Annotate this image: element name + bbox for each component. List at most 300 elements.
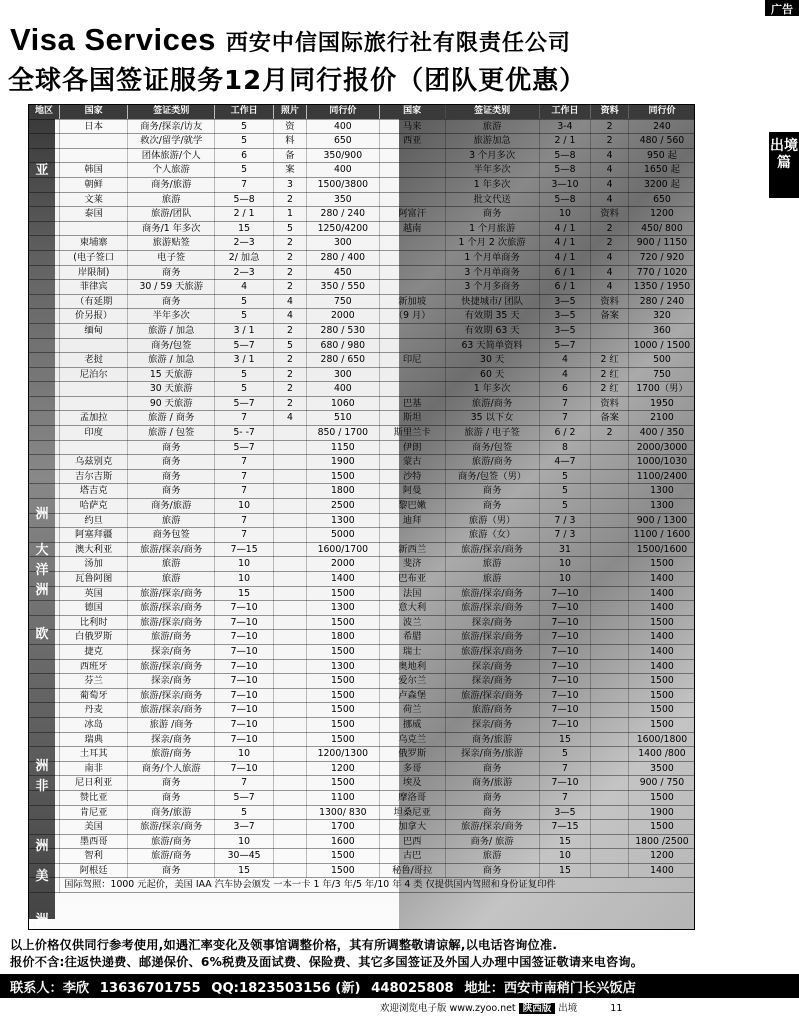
table-cell bbox=[591, 572, 629, 587]
table-cell: 2 bbox=[273, 323, 306, 338]
title-company: 西安中信国际旅行社有限责任公司 bbox=[225, 31, 571, 56]
table-cell: 300 bbox=[306, 367, 379, 382]
table-cell: 快捷城市/ 团队 bbox=[445, 294, 539, 309]
table-row bbox=[29, 338, 695, 353]
table-cell: 10 bbox=[215, 572, 274, 587]
table-row bbox=[29, 353, 695, 368]
table-cell: 770 / 1020 bbox=[628, 265, 695, 280]
table-cell bbox=[60, 440, 128, 455]
table-cell: 5—8 bbox=[539, 192, 591, 207]
table-cell: 5 bbox=[215, 309, 274, 324]
table-cell: 6 / 2 bbox=[539, 426, 591, 441]
table-cell: 旅游 / 包签 bbox=[128, 426, 215, 441]
table-cell: 旅游/团队 bbox=[128, 207, 215, 222]
table-cell: 1200 bbox=[306, 761, 379, 776]
table-cell: 1500 bbox=[306, 849, 379, 864]
table-row bbox=[29, 703, 695, 718]
table-cell: 1400 bbox=[628, 586, 695, 601]
table-cell: 7—10 bbox=[215, 688, 274, 703]
table-cell: 5 bbox=[273, 221, 306, 236]
table-cell: 商务/个人旅游 bbox=[128, 761, 215, 776]
contact-person: 联系人：李欣 bbox=[10, 981, 90, 996]
table-cell bbox=[273, 615, 306, 630]
table-cell: 15 天旅游 bbox=[128, 367, 215, 382]
table-cell: 资料 bbox=[591, 294, 629, 309]
table-cell: 7 bbox=[215, 455, 274, 470]
table-cell: 多哥 bbox=[379, 761, 445, 776]
table-cell bbox=[273, 805, 306, 820]
table-cell: 350 bbox=[306, 192, 379, 207]
table-cell: 旅游 bbox=[128, 572, 215, 587]
table-cell: 5 bbox=[273, 338, 306, 353]
contact-phone: 13636701755 bbox=[99, 981, 201, 996]
table-cell bbox=[591, 644, 629, 659]
table-header-cell: 同行价 bbox=[628, 105, 695, 119]
table-cell: 奥地利 bbox=[379, 659, 445, 674]
table-cell: 老挝 bbox=[60, 353, 128, 368]
table-row bbox=[29, 177, 695, 192]
table-cell: 旅游/商务 bbox=[128, 834, 215, 849]
table-row bbox=[29, 163, 695, 178]
table-cell: 1650 起 bbox=[628, 163, 695, 178]
table-cell: 比利时 bbox=[60, 615, 128, 630]
table-cell: 巴西 bbox=[379, 834, 445, 849]
table-cell: 35 以下女 bbox=[445, 411, 539, 426]
table-cell: 1000 / 1500 bbox=[628, 338, 695, 353]
contact-qq: QQ:1823503156 (新) bbox=[211, 981, 361, 996]
region-cell bbox=[29, 353, 60, 368]
table-cell: 旅游/商务 bbox=[445, 396, 539, 411]
table-cell: 5—7 bbox=[215, 440, 274, 455]
table-cell: 4 bbox=[273, 411, 306, 426]
table-row bbox=[29, 572, 695, 587]
table-header-cell: 同行价 bbox=[306, 105, 379, 119]
table-cell: 阿富汗 bbox=[379, 207, 445, 222]
table-cell: 5 bbox=[539, 499, 591, 514]
table-row bbox=[29, 820, 695, 835]
table-cell bbox=[591, 615, 629, 630]
table-cell: 1500 bbox=[306, 717, 379, 732]
region-cell bbox=[29, 732, 60, 747]
table-cell: 1500/1600 bbox=[628, 542, 695, 557]
table-cell: 旅游/探亲/商务 bbox=[445, 688, 539, 703]
region-cell bbox=[29, 134, 60, 149]
region-cell bbox=[29, 250, 60, 265]
region-label: 亚 bbox=[35, 163, 49, 178]
region-cell bbox=[29, 294, 60, 309]
table-cell: 约旦 bbox=[60, 513, 128, 528]
table-cell bbox=[273, 790, 306, 805]
table-cell: 料 bbox=[273, 134, 306, 149]
table-row bbox=[29, 528, 695, 543]
table-cell bbox=[379, 338, 445, 353]
table-cell: 3 bbox=[273, 177, 306, 192]
region-cell bbox=[29, 820, 60, 835]
table-cell: 1350 / 1950 bbox=[628, 280, 695, 295]
table-cell: 900 / 1150 bbox=[628, 236, 695, 251]
region-cell bbox=[29, 805, 60, 820]
table-cell bbox=[591, 440, 629, 455]
table-cell: 15 bbox=[539, 863, 591, 878]
table-cell: 30 天 bbox=[445, 353, 539, 368]
table-cell: 1400 /800 bbox=[628, 747, 695, 762]
table-cell bbox=[273, 776, 306, 791]
table-row bbox=[29, 411, 695, 426]
table-cell: 1400 bbox=[628, 863, 695, 878]
table-cell bbox=[379, 192, 445, 207]
table-row bbox=[29, 615, 695, 630]
table-cell bbox=[591, 557, 629, 572]
table-cell: 7—10 bbox=[215, 644, 274, 659]
table-cell: 商务 bbox=[445, 499, 539, 514]
table-cell: 5 bbox=[539, 484, 591, 499]
table-cell: 5 bbox=[215, 382, 274, 397]
table-cell: 商务 bbox=[128, 863, 215, 878]
table-cell: 旅游 / 电子签 bbox=[445, 426, 539, 441]
table-row bbox=[29, 250, 695, 265]
table-cell: 350/900 bbox=[306, 148, 379, 163]
table-cell: 旅游/探亲/商务 bbox=[128, 820, 215, 835]
table-cell: 旅游/探亲/商务 bbox=[128, 688, 215, 703]
table-cell: 510 bbox=[306, 411, 379, 426]
table-cell: 旅游/探亲/商务 bbox=[128, 659, 215, 674]
table-cell: 5 bbox=[215, 805, 274, 820]
table-cell: 5 bbox=[539, 469, 591, 484]
table-cell: 5—8 bbox=[215, 192, 274, 207]
table-cell: 旅游 bbox=[445, 849, 539, 864]
table-cell: 7 bbox=[215, 513, 274, 528]
table-cell: 1950 bbox=[628, 396, 695, 411]
table-cell: 3—5 bbox=[539, 323, 591, 338]
region-cell bbox=[29, 644, 60, 659]
table-cell bbox=[273, 499, 306, 514]
table-cell: 冰岛 bbox=[60, 717, 128, 732]
table-cell: 1100 bbox=[306, 790, 379, 805]
table-cell: 西班牙 bbox=[60, 659, 128, 674]
table-cell: 2 红 bbox=[591, 367, 629, 382]
table-cell bbox=[591, 688, 629, 703]
table-cell: 1500 bbox=[306, 776, 379, 791]
table-cell: 2 bbox=[273, 250, 306, 265]
table-cell: 1400 bbox=[628, 572, 695, 587]
table-cell: 案 bbox=[273, 163, 306, 178]
table-cell: 1600/1800 bbox=[628, 732, 695, 747]
table-cell: 旅游/探亲/商务 bbox=[445, 820, 539, 835]
table-cell: 孟加拉 bbox=[60, 411, 128, 426]
table-row bbox=[29, 265, 695, 280]
table-header-cell: 国家 bbox=[379, 105, 445, 119]
contact-address: 地址：西安市南稍门长兴饭店 bbox=[464, 981, 636, 996]
table-cell: 旅游/商务 bbox=[445, 703, 539, 718]
table-row bbox=[29, 499, 695, 514]
table-cell: 7—10 bbox=[539, 601, 591, 616]
table-header-cell: 地区 bbox=[29, 105, 60, 119]
table-cell: 探亲/商务 bbox=[128, 674, 215, 689]
table-cell: 3—5 bbox=[539, 805, 591, 820]
region-cell bbox=[29, 309, 60, 324]
table-cell: 7—15 bbox=[539, 820, 591, 835]
table-footer-row bbox=[29, 878, 695, 893]
table-cell: 1400 bbox=[628, 644, 695, 659]
table-cell: 1300 bbox=[628, 499, 695, 514]
table-cell: 肯尼亚 bbox=[60, 805, 128, 820]
table-row bbox=[29, 309, 695, 324]
table-cell bbox=[273, 586, 306, 601]
table-cell: 1500 bbox=[628, 557, 695, 572]
table-cell: 5 bbox=[539, 747, 591, 762]
table-cell: 1500 bbox=[628, 703, 695, 718]
table-cell: 4 bbox=[591, 250, 629, 265]
table-cell bbox=[273, 469, 306, 484]
table-cell: 旅游/探亲/商务 bbox=[445, 542, 539, 557]
table-row bbox=[29, 396, 695, 411]
table-cell: 商务 bbox=[128, 265, 215, 280]
table-cell: 10 bbox=[215, 499, 274, 514]
table-row bbox=[29, 484, 695, 499]
table-cell: 5—7 bbox=[215, 790, 274, 805]
table-row bbox=[29, 323, 695, 338]
table-cell: 2 bbox=[273, 396, 306, 411]
table-cell: 黎巴嫩 bbox=[379, 499, 445, 514]
table-cell bbox=[273, 601, 306, 616]
table-row bbox=[29, 221, 695, 236]
table-cell: 7 bbox=[215, 411, 274, 426]
price-table bbox=[28, 104, 695, 930]
table-cell: 3—5 bbox=[539, 294, 591, 309]
region-label: 非 bbox=[35, 779, 49, 794]
table-cell: 1600/1700 bbox=[306, 542, 379, 557]
table-cell: 商务 bbox=[445, 790, 539, 805]
table-cell: 个人旅游 bbox=[128, 163, 215, 178]
table-cell bbox=[273, 440, 306, 455]
region-label: 洲 bbox=[35, 583, 49, 598]
table-cell: 备案 bbox=[591, 309, 629, 324]
table-cell bbox=[273, 703, 306, 718]
table-cell: 1500 bbox=[628, 688, 695, 703]
table-cell bbox=[273, 863, 306, 878]
table-cell: 1700 bbox=[306, 820, 379, 835]
table-cell: 7—10 bbox=[215, 601, 274, 616]
table-cell: 10 bbox=[539, 572, 591, 587]
table-cell: 900 / 1300 bbox=[628, 513, 695, 528]
section-side-tab: 出境篇 bbox=[769, 132, 799, 198]
table-cell: 2100 bbox=[628, 411, 695, 426]
table-cell: 商务/旅游 bbox=[445, 732, 539, 747]
table-cell bbox=[273, 747, 306, 762]
table-cell: 240 bbox=[628, 119, 695, 134]
table-cell: 7—10 bbox=[215, 659, 274, 674]
table-cell: 1500 bbox=[628, 615, 695, 630]
table-cell: 4 bbox=[591, 177, 629, 192]
table-cell: 1500 bbox=[306, 615, 379, 630]
table-cell: 旅游/探亲/商务 bbox=[445, 586, 539, 601]
table-cell: 90 天旅游 bbox=[128, 396, 215, 411]
table-cell: 7 bbox=[539, 411, 591, 426]
table-cell: 2 bbox=[273, 280, 306, 295]
table-row bbox=[29, 586, 695, 601]
table-cell: 旅游 /商务 bbox=[128, 717, 215, 732]
region-label: 美 bbox=[35, 869, 49, 884]
region-label: 洲 bbox=[35, 759, 49, 774]
table-cell: 2 bbox=[273, 382, 306, 397]
table-cell: 15 bbox=[215, 221, 274, 236]
table-cell: 7—10 bbox=[215, 703, 274, 718]
table-cell: 1500/3800 bbox=[306, 177, 379, 192]
table-cell: 2 bbox=[591, 221, 629, 236]
table-cell: 商务/ 旅游 bbox=[445, 834, 539, 849]
table-cell: 1300 bbox=[306, 513, 379, 528]
table-cell: 3—7 bbox=[215, 820, 274, 835]
table-cell: 商务 bbox=[445, 863, 539, 878]
table-cell: 商务 bbox=[128, 790, 215, 805]
table-cell: 葡萄牙 bbox=[60, 688, 128, 703]
table-cell: 400 bbox=[306, 163, 379, 178]
table-cell: 1300 bbox=[306, 659, 379, 674]
table-row bbox=[29, 863, 695, 878]
table-cell: 850 / 1700 bbox=[306, 426, 379, 441]
table-cell: 1 年多次 bbox=[445, 382, 539, 397]
table-cell: 900 / 750 bbox=[628, 776, 695, 791]
table-row bbox=[29, 747, 695, 762]
table-cell bbox=[379, 148, 445, 163]
table-cell: 280 / 650 bbox=[306, 353, 379, 368]
table-cell bbox=[379, 250, 445, 265]
table-cell: 旅游 / 商务 bbox=[128, 411, 215, 426]
table-cell: 7—10 bbox=[539, 586, 591, 601]
table-cell: 法国 bbox=[379, 586, 445, 601]
region-cell bbox=[29, 455, 60, 470]
table-cell bbox=[379, 323, 445, 338]
table-cell: 资料 bbox=[591, 207, 629, 222]
table-cell: 4 bbox=[539, 367, 591, 382]
table-cell: 探亲/商务/旅游 bbox=[445, 747, 539, 762]
table-cell: 丹麦 bbox=[60, 703, 128, 718]
table-cell bbox=[60, 148, 128, 163]
table-cell: 7—10 bbox=[215, 674, 274, 689]
table-cell: 1 bbox=[273, 207, 306, 222]
table-cell bbox=[379, 163, 445, 178]
footer-badge: 陕西版 bbox=[519, 1003, 556, 1014]
table-cell: 探亲/商务 bbox=[445, 615, 539, 630]
table-row bbox=[29, 790, 695, 805]
table-cell: 电子签 bbox=[128, 250, 215, 265]
table-cell: 商务/旅游 bbox=[128, 177, 215, 192]
table-cell: 1500 bbox=[306, 703, 379, 718]
table-cell: 1500 bbox=[628, 820, 695, 835]
table-cell: 30—45 bbox=[215, 849, 274, 864]
table-cell: 哈萨克 bbox=[60, 499, 128, 514]
table-cell: 旅游（女） bbox=[445, 528, 539, 543]
table-row bbox=[29, 119, 695, 134]
table-cell: 古巴 bbox=[379, 849, 445, 864]
table-cell: 商务 bbox=[128, 776, 215, 791]
table-cell: 7—10 bbox=[215, 717, 274, 732]
table-cell: 10 bbox=[539, 207, 591, 222]
table-header-cell: 国家 bbox=[60, 105, 128, 119]
table-cell: 智利 bbox=[60, 849, 128, 864]
table-cell: 15 bbox=[215, 863, 274, 878]
table-cell: 1100 / 1600 bbox=[628, 528, 695, 543]
table-row bbox=[29, 834, 695, 849]
table-cell: 1200 bbox=[628, 207, 695, 222]
footer-site: 欢迎浏览电子版 www.zyoo.net bbox=[380, 1003, 516, 1014]
table-cell bbox=[591, 630, 629, 645]
table-cell: 350 / 550 bbox=[306, 280, 379, 295]
table-cell: 1500 bbox=[306, 469, 379, 484]
table-cell: 1500 bbox=[628, 674, 695, 689]
region-cell bbox=[29, 338, 60, 353]
table-cell bbox=[591, 499, 629, 514]
table-cell: 63 天简单资料 bbox=[445, 338, 539, 353]
region-label: 洋 bbox=[35, 563, 49, 578]
table-cell: 750 bbox=[628, 367, 695, 382]
table-cell: 备 bbox=[273, 148, 306, 163]
table-cell: 4 bbox=[591, 265, 629, 280]
table-row bbox=[29, 382, 695, 397]
region-cell bbox=[29, 323, 60, 338]
table-cell: 2500 bbox=[306, 499, 379, 514]
table-cell bbox=[273, 820, 306, 835]
table-cell: 瓦鲁阿图 bbox=[60, 572, 128, 587]
table-cell bbox=[591, 659, 629, 674]
table-cell: 5- -7 bbox=[215, 426, 274, 441]
table-cell: 650 bbox=[628, 192, 695, 207]
table-cell: 土耳其 bbox=[60, 747, 128, 762]
table-cell: 3—10 bbox=[539, 177, 591, 192]
table-cell: 2000/3000 bbox=[628, 440, 695, 455]
table-cell: 2 bbox=[591, 134, 629, 149]
table-cell bbox=[379, 528, 445, 543]
table-cell: 6 / 1 bbox=[539, 280, 591, 295]
table-cell: 3500 bbox=[628, 761, 695, 776]
region-cell bbox=[29, 411, 60, 426]
table-cell: 2 bbox=[273, 367, 306, 382]
table-cell: 旅游/探亲/商务 bbox=[128, 615, 215, 630]
table-cell: 2 bbox=[591, 426, 629, 441]
table-cell: 缅甸 bbox=[60, 323, 128, 338]
table-cell: 7—10 bbox=[539, 688, 591, 703]
table-cell: 捷克 bbox=[60, 644, 128, 659]
table-cell: 1800 /2500 bbox=[628, 834, 695, 849]
table-cell: 尼日利亚 bbox=[60, 776, 128, 791]
page-subtitle: 全球各国签证服务12月同行报价（团队更优惠） bbox=[8, 66, 587, 96]
table-cell: 10 bbox=[215, 557, 274, 572]
table-cell: 阿曼 bbox=[379, 484, 445, 499]
visa-price-table bbox=[29, 105, 695, 893]
table-cell: 旅游 bbox=[445, 572, 539, 587]
table-cell bbox=[273, 426, 306, 441]
table-cell: 30 天旅游 bbox=[128, 382, 215, 397]
table-row bbox=[29, 192, 695, 207]
table-cell: 商务 bbox=[445, 484, 539, 499]
table-cell: 旅游/商务 bbox=[445, 455, 539, 470]
table-cell: 半年多次 bbox=[128, 309, 215, 324]
table-cell: 450/ 800 bbox=[628, 221, 695, 236]
table-cell bbox=[591, 747, 629, 762]
table-cell: 2 红 bbox=[591, 353, 629, 368]
table-cell: 白俄罗斯 bbox=[60, 630, 128, 645]
table-cell: 旅游/商务 bbox=[128, 747, 215, 762]
table-cell: 3 个月多商务 bbox=[445, 280, 539, 295]
table-cell: 柬埔寨 bbox=[60, 236, 128, 251]
table-cell bbox=[591, 732, 629, 747]
table-cell: 1900 bbox=[306, 455, 379, 470]
table-cell: 商务 bbox=[128, 294, 215, 309]
region-label: 洲 bbox=[35, 913, 49, 928]
table-cell: 商务/旅游 bbox=[128, 499, 215, 514]
table-cell: 480 / 560 bbox=[628, 134, 695, 149]
table-cell: 旅游/探亲/商务 bbox=[445, 644, 539, 659]
